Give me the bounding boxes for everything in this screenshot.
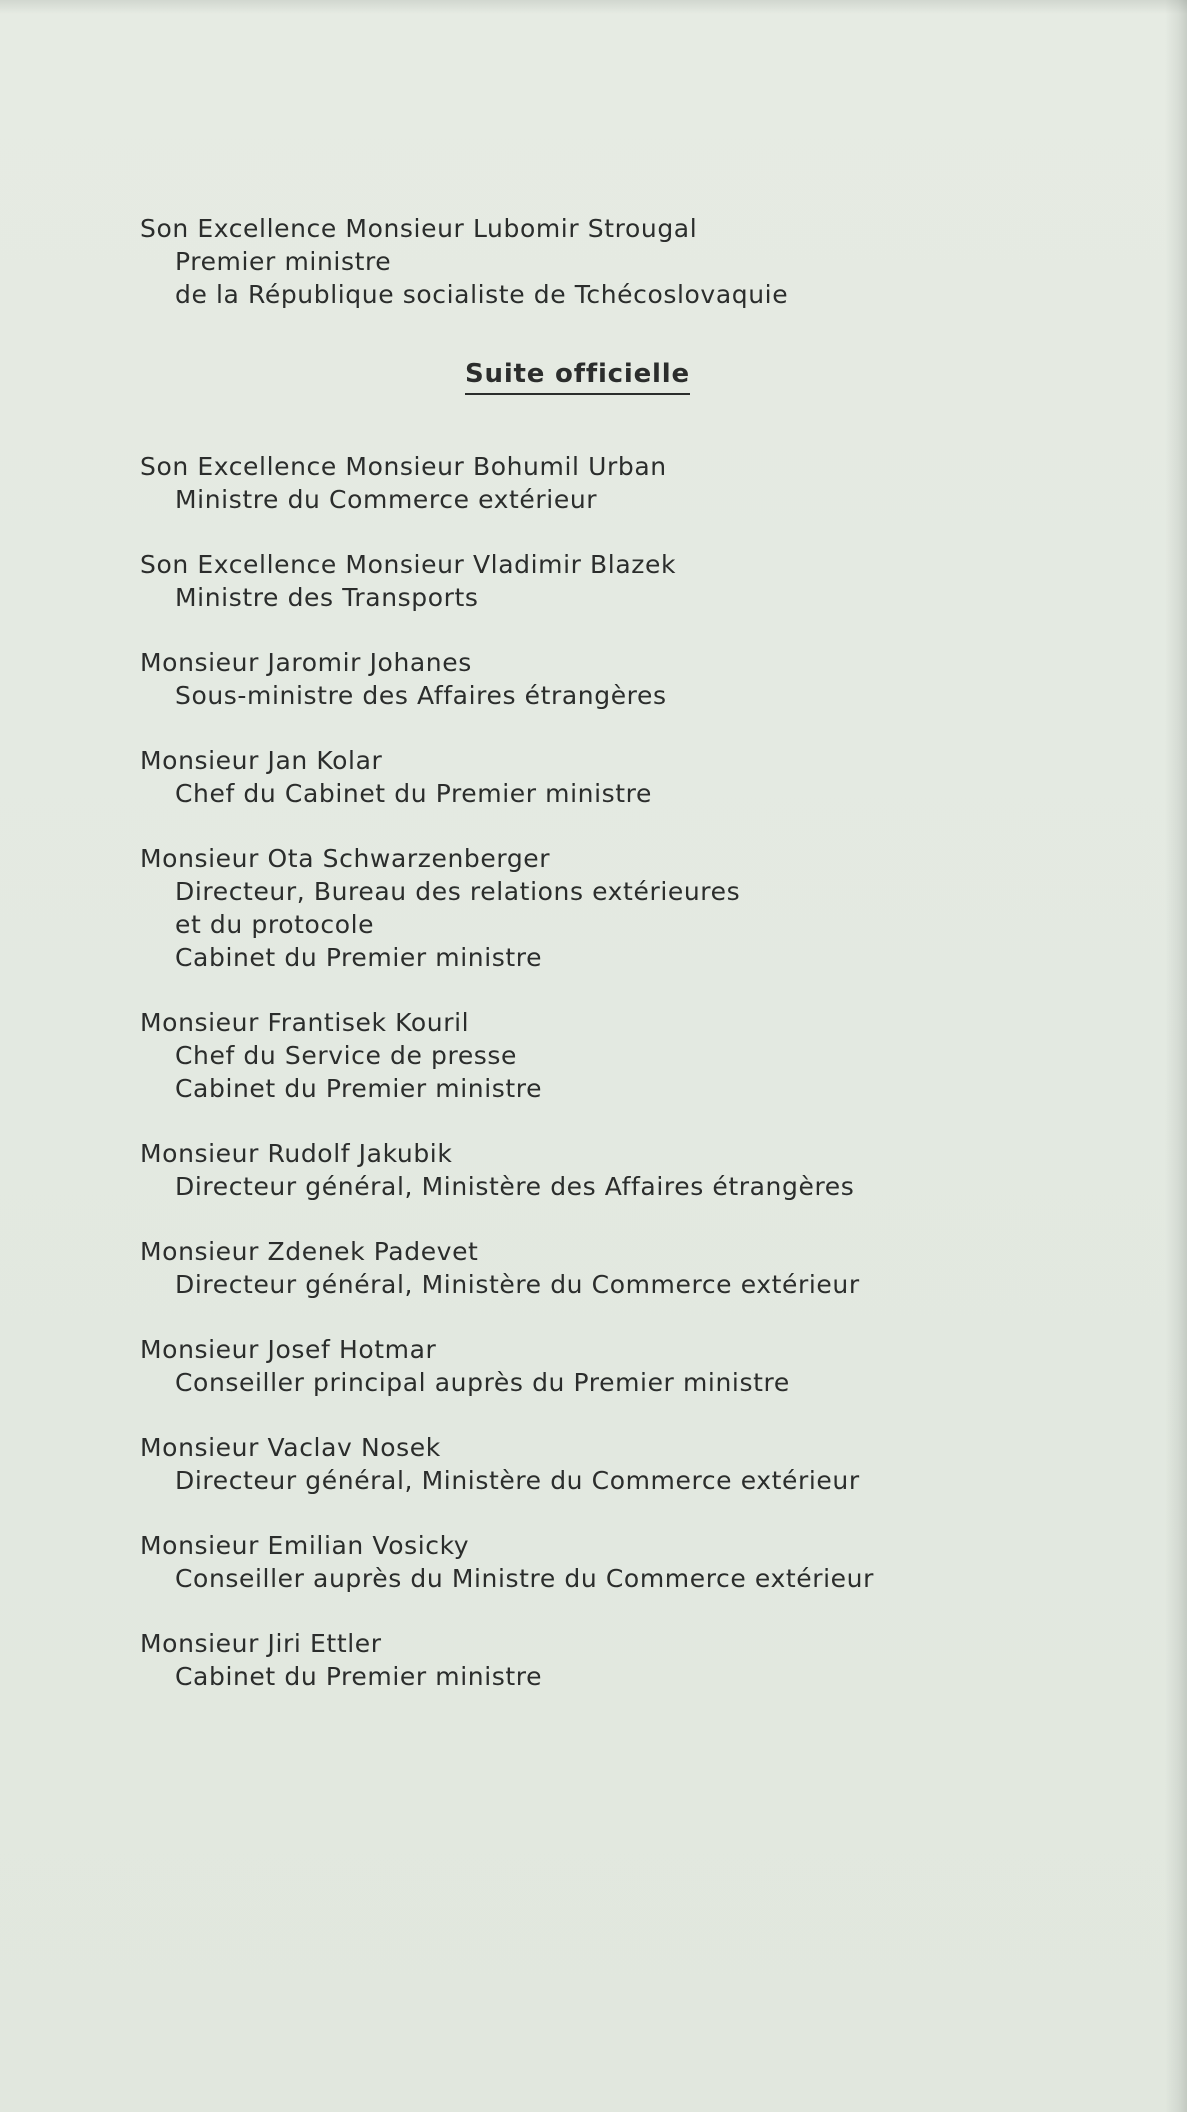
- member-entry: [140, 744, 1040, 810]
- member-entry: [140, 450, 1040, 516]
- member-entry: [140, 842, 1040, 974]
- member-name: Monsieur Jiri Ettler: [140, 1629, 382, 1658]
- head-of-delegation: [140, 212, 1040, 311]
- head-name: Son Excellence Monsieur Lubomir Strougal: [140, 214, 698, 243]
- member-title: Ministre des Transports: [175, 583, 479, 612]
- member-entry: [140, 1235, 1040, 1301]
- page-right-shadow: [1165, 0, 1187, 2112]
- member-title: Cabinet du Premier ministre: [175, 1662, 543, 1691]
- member-title: Directeur général, Ministère des Affaires étrangères: [175, 1172, 855, 1201]
- member-title: Sous-ministre des Affaires étrangères: [175, 681, 667, 710]
- section-title: Suite officielle: [465, 357, 690, 395]
- member-title: Conseiller auprès du Ministre du Commerce extérieur: [175, 1564, 874, 1593]
- member-entry: [140, 1137, 1040, 1203]
- member-name: Monsieur Rudolf Jakubik: [140, 1139, 453, 1168]
- member-title: et du protocole: [175, 910, 375, 939]
- member-title: Directeur, Bureau des relations extérieures: [175, 877, 741, 906]
- page-top-shadow: [0, 0, 1187, 14]
- document-content: [140, 212, 1040, 1725]
- member-name: Son Excellence Monsieur Bohumil Urban: [140, 452, 667, 481]
- member-name: Monsieur Frantisek Kouril: [140, 1008, 470, 1037]
- member-entry: [140, 1431, 1040, 1497]
- member-title: Chef du Service de presse: [175, 1041, 518, 1070]
- member-name: Monsieur Emilian Vosicky: [140, 1531, 470, 1560]
- member-title: Chef du Cabinet du Premier ministre: [175, 779, 652, 808]
- member-entry: [140, 1627, 1040, 1693]
- member-name: Monsieur Vaclav Nosek: [140, 1433, 441, 1462]
- member-entry: [140, 1333, 1040, 1399]
- member-entry: [140, 646, 1040, 712]
- member-name: Monsieur Zdenek Padevet: [140, 1237, 479, 1266]
- member-title: Ministre du Commerce extérieur: [175, 485, 598, 514]
- member-entry: [140, 548, 1040, 614]
- member-name: Monsieur Josef Hotmar: [140, 1335, 437, 1364]
- member-name: Son Excellence Monsieur Vladimir Blazek: [140, 550, 677, 579]
- member-name: Monsieur Jan Kolar: [140, 746, 383, 775]
- member-name: Monsieur Ota Schwarzenberger: [140, 844, 551, 873]
- member-title: Conseiller principal auprès du Premier ministre: [175, 1368, 790, 1397]
- section-heading-wrap: [140, 357, 1040, 395]
- member-title: Directeur général, Ministère du Commerce extérieur: [175, 1270, 860, 1299]
- head-country: de la République socialiste de Tchécoslovaquie: [175, 280, 789, 309]
- member-title: Cabinet du Premier ministre: [175, 1074, 543, 1103]
- member-name: Monsieur Jaromir Johanes: [140, 648, 472, 677]
- member-title: Cabinet du Premier ministre: [175, 943, 543, 972]
- head-title: Premier ministre: [175, 247, 392, 276]
- member-entry: [140, 1006, 1040, 1105]
- member-entry: [140, 1529, 1040, 1595]
- members-list: [140, 450, 1040, 1693]
- member-title: Directeur général, Ministère du Commerce extérieur: [175, 1466, 860, 1495]
